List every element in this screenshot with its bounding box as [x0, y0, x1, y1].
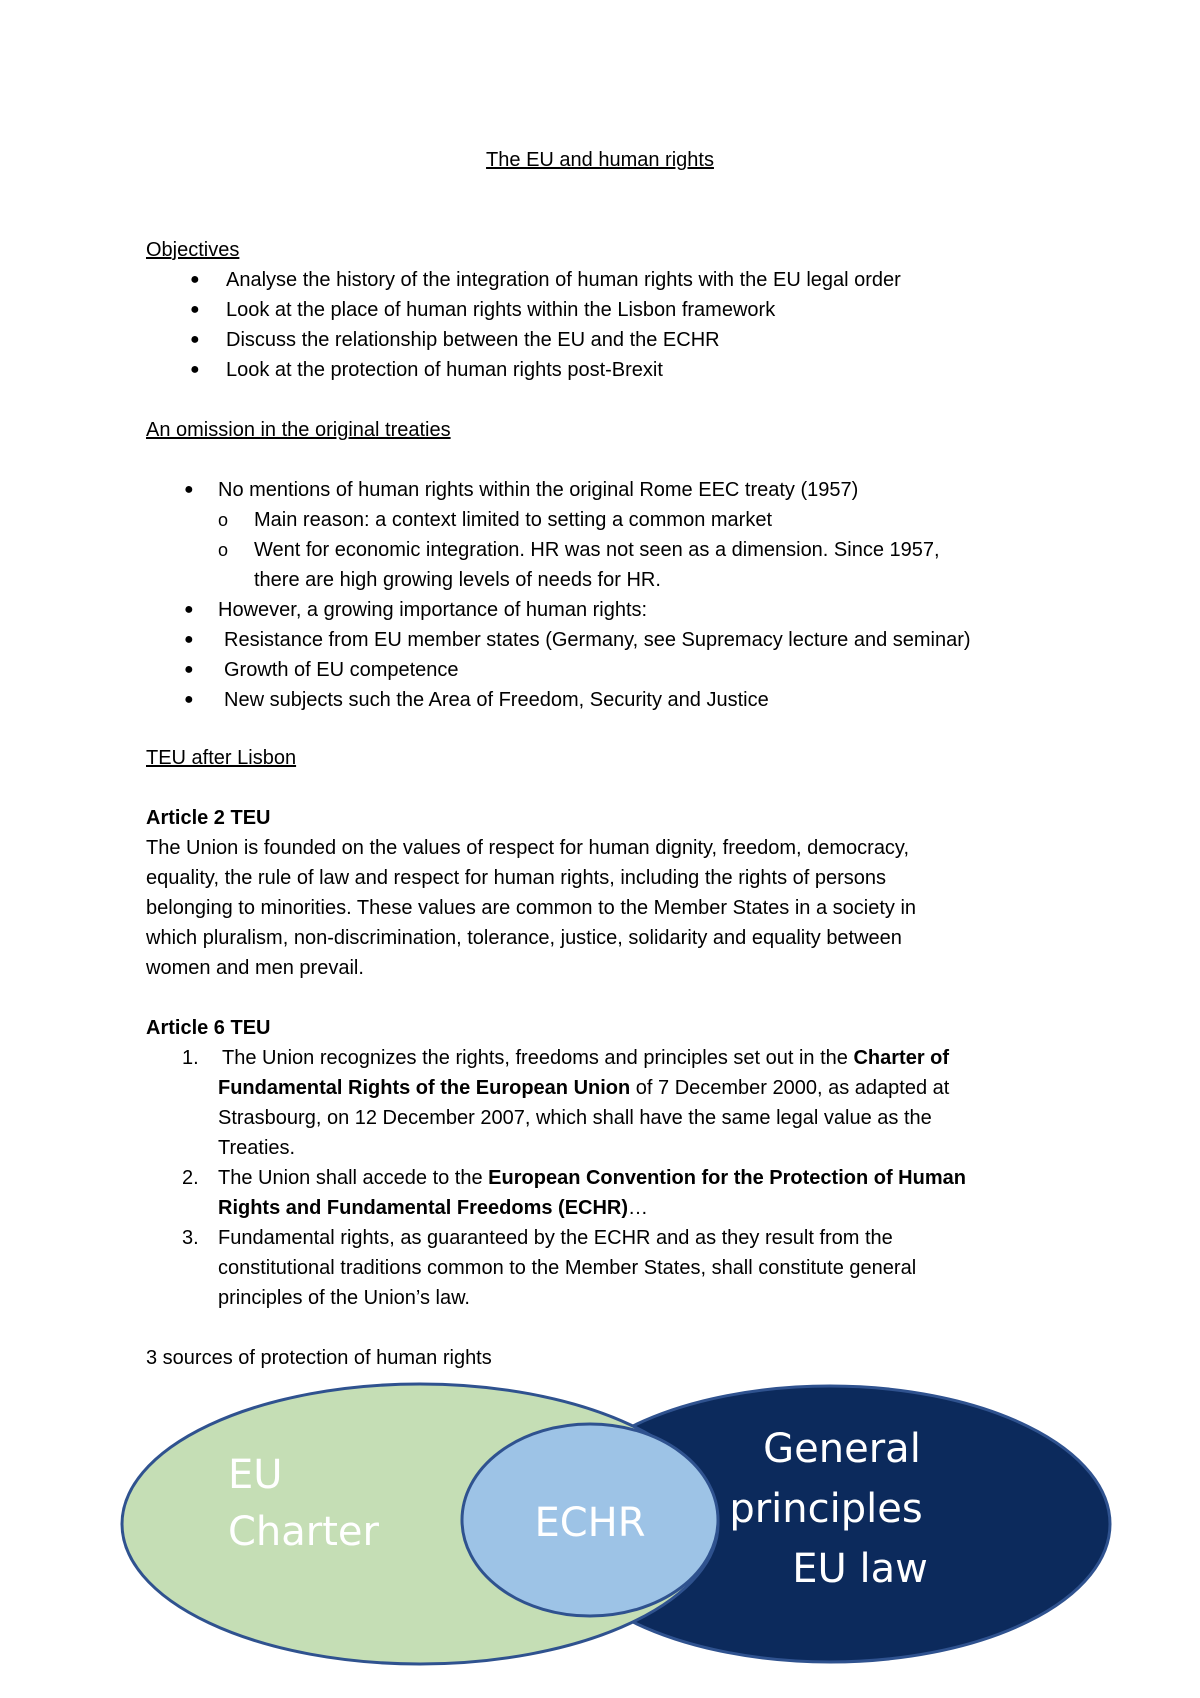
objective-item: Discuss the relationship between the EU and the ECHR: [226, 329, 720, 351]
circle-bullet-icon: o: [218, 510, 229, 530]
article6-item-line: Treaties.: [218, 1137, 296, 1159]
omission-item: However, a growing importance of human rights:: [218, 599, 648, 621]
eu-charter-label: Charter: [228, 1509, 379, 1555]
omission-subitem: Went for economic integration. HR was not seen as a dimension. Since 1957,: [254, 539, 940, 561]
bullet-icon: ●: [190, 331, 200, 348]
article6-item-line: The Union shall accede to the European Convention for the Protection of Human: [218, 1167, 966, 1189]
bullet-icon: ●: [190, 271, 200, 288]
objective-item: Look at the protection of human rights post-Brexit: [226, 359, 663, 381]
omission-heading: An omission in the original treaties: [146, 419, 451, 441]
bullet-icon: ●: [190, 301, 200, 318]
omission-subitem-continued: there are high growing levels of needs for HR.: [254, 569, 661, 591]
list-number: 2.: [182, 1167, 199, 1189]
bullet-icon: ●: [184, 631, 194, 648]
bullet-icon: ●: [184, 601, 194, 618]
article2-text-line: The Union is founded on the values of respect for human dignity, freedom, democracy,: [146, 837, 910, 859]
article2-heading: Article 2 TEU: [146, 807, 271, 829]
article6-item-line: Fundamental Rights of the European Union of 7 December 2000, as adapted at: [218, 1077, 950, 1099]
eu-charter-label: EU: [228, 1452, 283, 1498]
objective-item: Look at the place of human rights within the Lisbon framework: [226, 299, 776, 321]
bullet-icon: ●: [190, 361, 200, 378]
article2-text-line: belonging to minorities. These values are common to the Member States in a society in: [146, 897, 917, 919]
article6-item-line: Rights and Fundamental Freedoms (ECHR)…: [218, 1197, 649, 1219]
general-principles-label: EU law: [792, 1546, 928, 1592]
omission-subitem: Main reason: a context limited to setting a common market: [254, 509, 773, 531]
article2-text-line: which pluralism, non-discrimination, tolerance, justice, solidarity and equality between: [146, 927, 902, 949]
echr-label: ECHR: [534, 1500, 646, 1546]
article6-item-line: principles of the Union’s law.: [218, 1287, 470, 1309]
article6-item-line: Strasbourg, on 12 December 2007, which shall have the same legal value as the: [218, 1107, 932, 1129]
omission-item: Growth of EU competence: [224, 659, 459, 681]
bullet-icon: ●: [184, 481, 194, 498]
omission-item: Resistance from EU member states (Germany, see Supremacy lecture and seminar): [224, 629, 971, 651]
article6-heading: Article 6 TEU: [146, 1017, 271, 1039]
omission-item: New subjects such the Area of Freedom, Security and Justice: [224, 689, 769, 711]
objectives-heading: Objectives: [146, 239, 240, 261]
venn-diagram: [110, 1380, 1120, 1670]
article6-item-line: Fundamental rights, as guaranteed by the ECHR and as they result from the: [218, 1227, 893, 1249]
bullet-icon: ●: [184, 691, 194, 708]
list-number: 3.: [182, 1227, 199, 1249]
page-title: The EU and human rights: [486, 149, 714, 171]
general-principles-label: General: [763, 1426, 921, 1472]
circle-bullet-icon: o: [218, 540, 229, 560]
general-principles-label: principles: [729, 1486, 923, 1532]
bullet-icon: ●: [184, 661, 194, 678]
objective-item: Analyse the history of the integration of human rights with the EU legal order: [226, 269, 901, 291]
article2-text-line: women and men prevail.: [146, 957, 364, 979]
sources-caption: 3 sources of protection of human rights: [146, 1347, 492, 1369]
article6-item-line: constitutional traditions common to the Member States, shall constitute general: [218, 1257, 917, 1279]
omission-item: No mentions of human rights within the original Rome EEC treaty (1957): [218, 479, 859, 501]
teu-heading: TEU after Lisbon: [146, 747, 297, 769]
article6-item-line: The Union recognizes the rights, freedoms and principles set out in the Charter of: [222, 1047, 950, 1069]
article2-text-line: equality, the rule of law and respect for human rights, including the rights of persons: [146, 867, 887, 889]
list-number: 1.: [182, 1047, 199, 1069]
